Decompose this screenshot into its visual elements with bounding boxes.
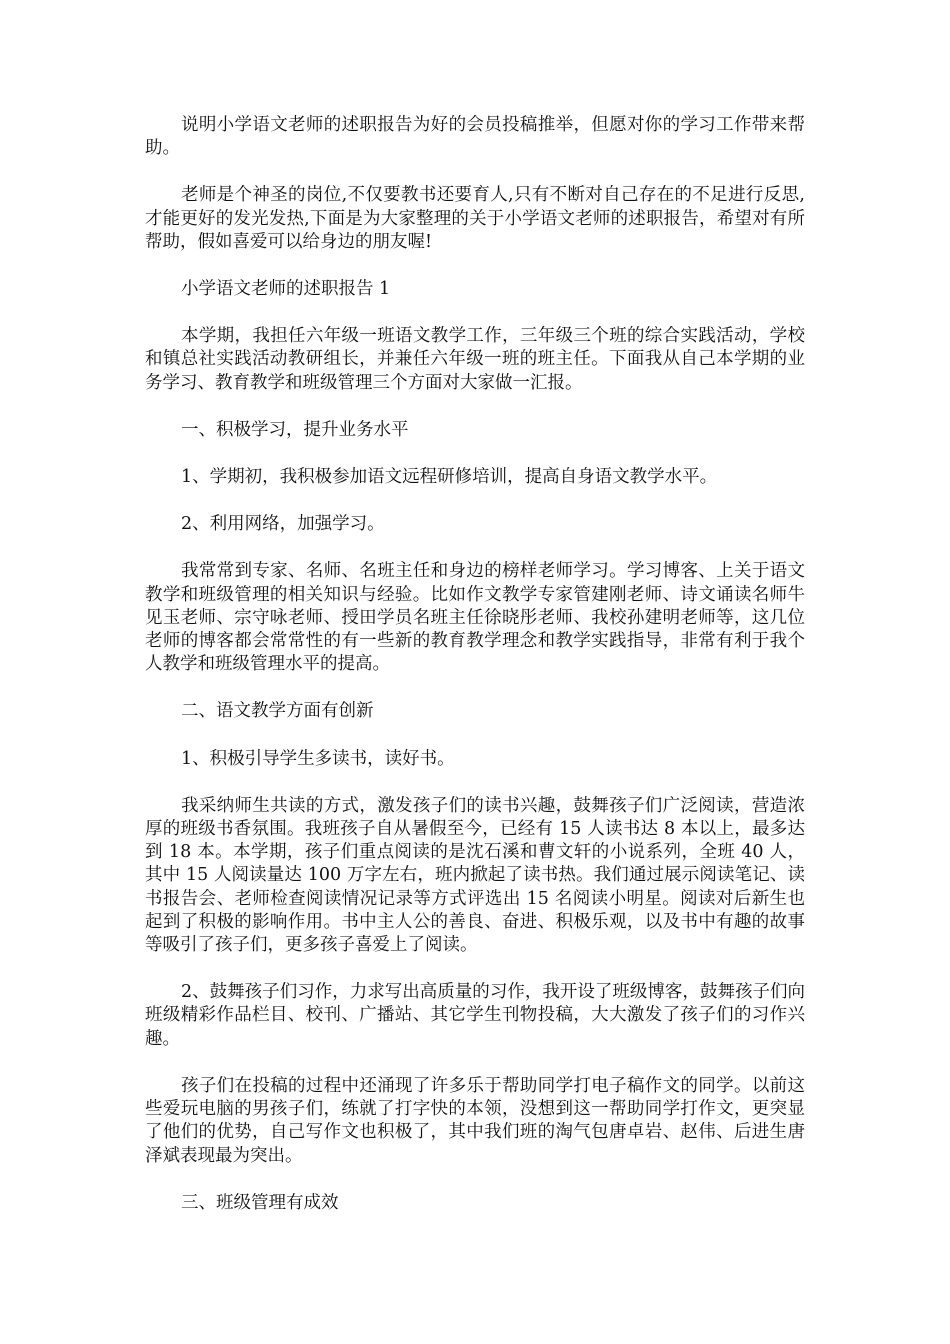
body-paragraph: 我常常到专家、名师、名班主任和身边的榜样老师学习。学习博客、上关于语文教学和班级管理的相关知识与经验。比如作文教学专家管建刚老师、诗文诵读名师牛见玉老师、宗守咏老师、授田学员名班主任徐晓彤老师、我校孙建明老师等，这几位老师的博客都会常常性的有一些新的教育教学理念和教学实践指导，非常有利于我个人教学和班级管理水平的提高。 bbox=[145, 561, 805, 675]
body-paragraph: 我采纳师生共读的方式，激发孩子们的读书兴趣，鼓舞孩子们广泛阅读，营造浓厚的班级书香氛围。我班孩子自从暑假至今，已经有 15 人读书达 8 本以上，最多达到 18 本。本学期，孩子们重点阅读的是沈石溪和曹文轩的小说系列，全班 40 人，其中 15 人阅读量达 100 万字左右，班内掀起了读书热。我们通过展示阅读笔记、读书报告会、老师检查阅读情况记录等方式评选出 15 名阅读小明星。阅读对后新生也起到了积极的影响作用。书中主人公的善良、奋进、积极乐观，以及书中有趣的故事等吸引了孩子们，更多孩子喜爱上了阅读。 bbox=[145, 795, 805, 956]
preface-paragraph: 老师是个神圣的岗位,不仅要教书还要育人,只有不断对自己存在的不足进行反思,才能更好的发光发热,下面是为大家整理的关于小学语文老师的述职报告，希望对有所帮助，假如喜爱可以给身边的朋友喔! bbox=[145, 185, 805, 252]
body-paragraph: 孩子们在投稿的过程中还涌现了许多乐于帮助同学打电子稿作文的同学。以前这些爱玩电脑的男孩子们，练就了打字快的本领，没想到这一帮助同学打作文，更突显了他们的优势，自己写作文也积极了，其中我们班的淘气包唐卓岩、赵伟、后进生唐泽斌表现最为突出。 bbox=[145, 1075, 805, 1166]
section-heading-3: 三、班级管理有成效 bbox=[181, 1192, 339, 1213]
intro-paragraph: 说明小学语文老师的述职报告为好的会员投稿推举，但愿对你的学习工作带来帮助。 bbox=[145, 115, 805, 159]
document-body bbox=[145, 114, 805, 1239]
report-title: 小学语文老师的述职报告 1 bbox=[181, 279, 391, 300]
list-item: 1、学期初，我积极参加语文远程研修培训，提高自身语文教学水平。 bbox=[181, 467, 718, 488]
list-item: 2、利用网络，加强学习。 bbox=[181, 514, 385, 535]
list-item: 2、鼓舞孩子们习作，力求写出高质量的习作，我开设了班级博客，鼓舞孩子们向班级精彩作品栏目、校刊、广播站、其它学生刊物投稿，大大激发了孩子们的习作兴趣。 bbox=[145, 982, 805, 1049]
list-item: 1、积极引导学生多读书，读好书。 bbox=[181, 748, 455, 769]
overview-paragraph: 本学期，我担任六年级一班语文教学工作，三年级三个班的综合实践活动，学校和镇总社实践活动教研组长，并兼任六年级一班的班主任。下面我从自己本学期的业务学习、教育教学和班级管理三个方面对大家做一汇报。 bbox=[145, 326, 805, 393]
section-heading-2: 二、语文教学方面有创新 bbox=[181, 701, 374, 722]
section-heading-1: 一、积极学习，提升业务水平 bbox=[181, 419, 409, 440]
